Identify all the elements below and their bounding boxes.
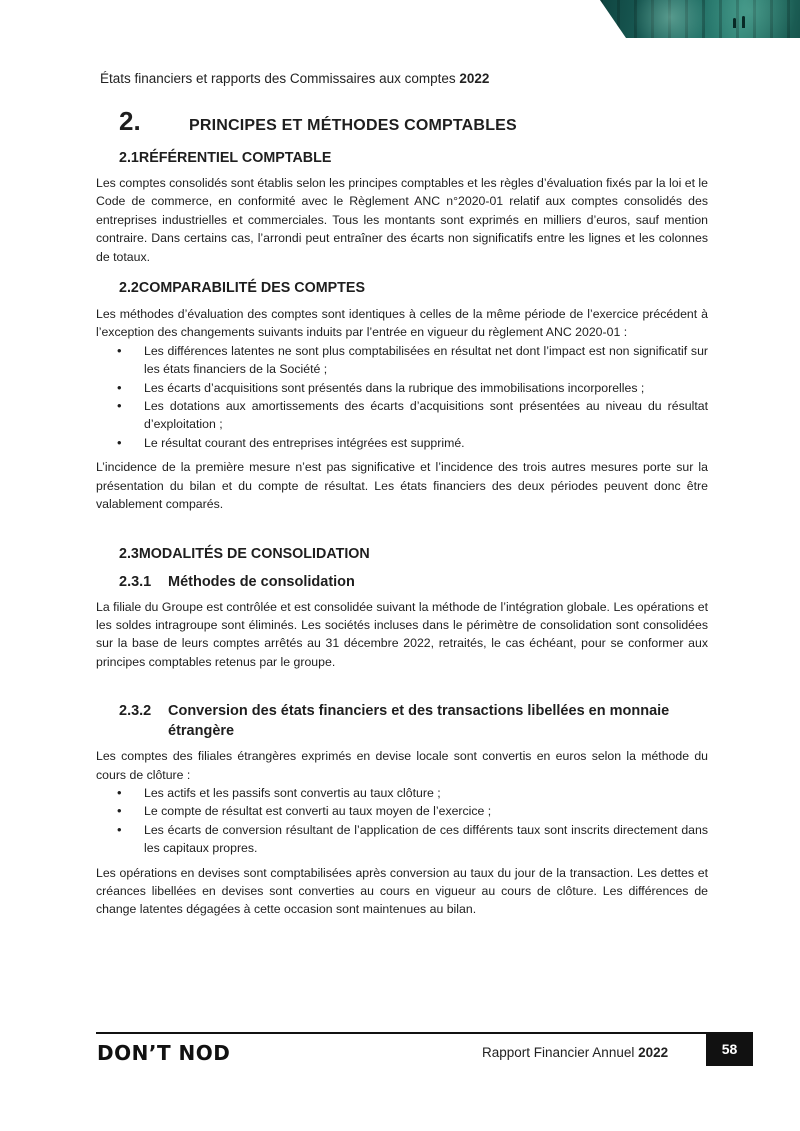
list-item: • Les dotations aux amortissements des écarts d’acquisitions sont présentées au niveau du résultat d’exploitation ; [96, 397, 708, 434]
subsubsection-number: 2.3.2 [119, 703, 152, 720]
section-title: PRINCIPES ET MÉTHODES COMPTABLES [189, 117, 517, 134]
running-header-year: 2022 [459, 71, 490, 86]
list-item: • Les écarts de conversion résultant de l’application de ces différents taux sont inscrits directement dans les capitaux propres. [96, 821, 708, 858]
list-item: • Les actifs et les passifs sont convertis au taux clôture ; [96, 784, 708, 802]
subsection-title: COMPARABILITÉ DES COMPTES [138, 280, 365, 297]
subsection-number: 2.2 [119, 280, 139, 297]
list-item: • Les différences latentes ne sont plus comptabilisées en résultat net dont l’impact est non significatif sur les états financiers de la Société ; [96, 342, 708, 379]
header-banner-image [600, 0, 800, 38]
silhouette-figure [733, 18, 736, 28]
list-item: • Le compte de résultat est converti au taux moyen de l’exercice ; [96, 802, 708, 820]
subsection-number: 2.3 [119, 545, 139, 562]
footer-report-label: Rapport Financier Annuel [482, 1045, 635, 1060]
paragraph-conversion-conclusion: Les opérations en devises sont comptabilisées après conversion au taux du jour de la transaction. Les dettes et créances libellées en devises sont converties au cours en vigueur au cours de clôture. Les différences de change latentes dégagées à cette occasion sont maintenues au bilan. [96, 865, 708, 917]
footer-report-title [482, 1045, 668, 1060]
subsubsection-heading-2-3-1 [119, 572, 708, 592]
running-header-title: États financiers et rapports des Commissaires aux comptes [100, 71, 456, 86]
subsubsection-heading-2-3-2 [119, 701, 708, 741]
page-content [96, 106, 708, 919]
footer-report-year: 2022 [638, 1045, 669, 1060]
subsection-title: MODALITÉS DE CONSOLIDATION [138, 545, 370, 562]
list-item: • Le résultat courant des entreprises intégrées est supprimé. [96, 434, 708, 452]
paragraph-methodes-consolidation: La filiale du Groupe est contrôlée et est consolidée suivant la méthode de l’intégration globale. Les opérations et les soldes intragroupe sont éliminés. Les sociétés incluses dans le périmètre de consolidation sont consolidées sur la base de leurs comptes arrêtés au 31 décembre 2022, retraités, le cas échéant, pour se conformer aux principes comptables retenus par le groupe. [96, 599, 708, 669]
subsubsection-title-continued: étrangère [168, 723, 235, 740]
subsubsection-number: 2.3.1 [119, 573, 152, 590]
dontnod-logo: DON’T NOD [97, 1041, 231, 1065]
subsection-heading-2-1 [119, 148, 708, 168]
subsection-title: RÉFÉRENTIEL COMPTABLE [138, 150, 332, 166]
running-header [100, 71, 489, 86]
subsubsection-title: Méthodes de consolidation [168, 573, 355, 590]
paragraph-referentiel: Les comptes consolidés sont établis selon les principes comptables et les règles d’évaluation fixés par la loi et le Code de commerce, en conformité avec le Règlement ANC n°2020-01 relatif aux comptes consolidés des entreprises industrielles et commerciales. Tous les montants sont exprimés en milliers d’euros, sauf mention contraire. Dans certains cas, l’arrondi peut entraîner des écarts non significatifs entre les lignes et les colonnes de totaux. [96, 176, 708, 264]
paragraph-conversion-intro: Les comptes des filiales étrangères exprimés en devise locale sont convertis en euros selon la méthode du cours de clôture : [96, 749, 708, 782]
subsection-heading-2-2 [119, 278, 708, 298]
page-number: 58 [706, 1032, 753, 1066]
subsection-number: 2.1 [119, 150, 139, 166]
paragraph-comparabilite-intro: Les méthodes d’évaluation des comptes sont identiques à celles de la même période de l’exercice précédent à l’exception des changements suivants induits par l’entrée en vigueur du règlement ANC 2020-01 : [96, 307, 708, 340]
paragraph-comparabilite-conclusion: L’incidence de la première mesure n’est pas significative et l’incidence des trois autres mesures porte sur la présentation du bilan et du compte de résultat. Les états financiers des deux périodes peuvent donc être valablement comparés. [96, 460, 708, 512]
comparabilite-list [96, 342, 708, 452]
section-number: 2. [119, 106, 141, 136]
conversion-list [96, 784, 708, 858]
footer-divider [96, 1032, 706, 1034]
list-item: • Les écarts d’acquisitions sont présentés dans la rubrique des immobilisations incorporelles ; [96, 379, 708, 397]
section-heading [119, 106, 708, 144]
silhouette-figure [742, 16, 745, 28]
subsubsection-title: Conversion des états financiers et des transactions libellées en monnaie [168, 703, 670, 720]
subsection-heading-2-3 [119, 544, 708, 564]
